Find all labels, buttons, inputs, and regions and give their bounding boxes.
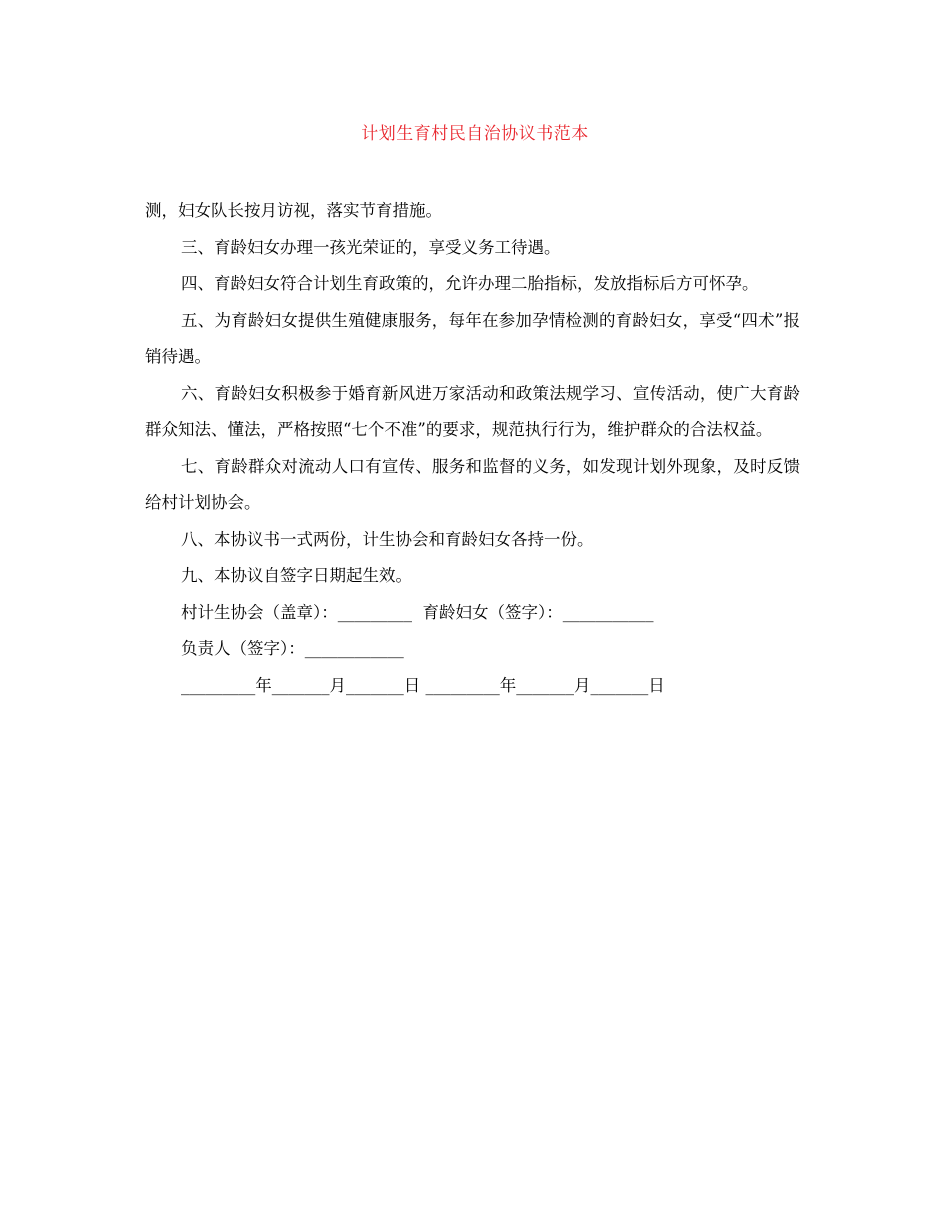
paragraph-item-7: 七、育龄群众对流动人口有宣传、服务和监督的义务，如发现计划外现象，及时反馈给村计划协会。 — [145, 456, 800, 512]
paragraph-item-5: 五、为育龄妇女提供生殖健康服务，每年在参加孕情检测的育龄妇女，享受“四术”报销待遇。 — [145, 310, 800, 366]
paragraph-continuation: 测，妇女队长按月访视，落实节育措施。 — [145, 201, 442, 220]
paragraph-item-3: 三、育龄妇女办理一孩光荣证的，享受义务工待遇。 — [181, 237, 561, 257]
paragraph-item-4: 四、育龄妇女符合计划生育政策的，允许办理二胎指标，发放指标后方可怀孕。 — [181, 274, 759, 293]
document-body — [145, 193, 800, 704]
paragraph-item-8: 八、本协议书一式两份，计生协会和育龄妇女各持一份。 — [181, 529, 594, 549]
document-title: 计划生育村民自治协议书范本 — [361, 124, 589, 144]
signature-line-responsible-person: 负责人（签字）：____________ — [181, 639, 404, 658]
paragraph-item-9: 九、本协议自签字日期起生效。 — [181, 566, 412, 585]
paragraph-item-6: 六、育龄妇女积极参于婚育新风进万家活动和政策法规学习、宣传活动，使广大育龄群众知法、懂法，严格按照“七个不准”的要求，规范执行行为，维护群众的合法权益。 — [145, 383, 800, 439]
signature-date-line: _________年_______月_______日 _________年_______月_______日 — [181, 675, 665, 695]
signature-line-association-and-woman: 村计生协会（盖章）：_________ 育龄妇女（签字）：___________ — [181, 602, 654, 622]
